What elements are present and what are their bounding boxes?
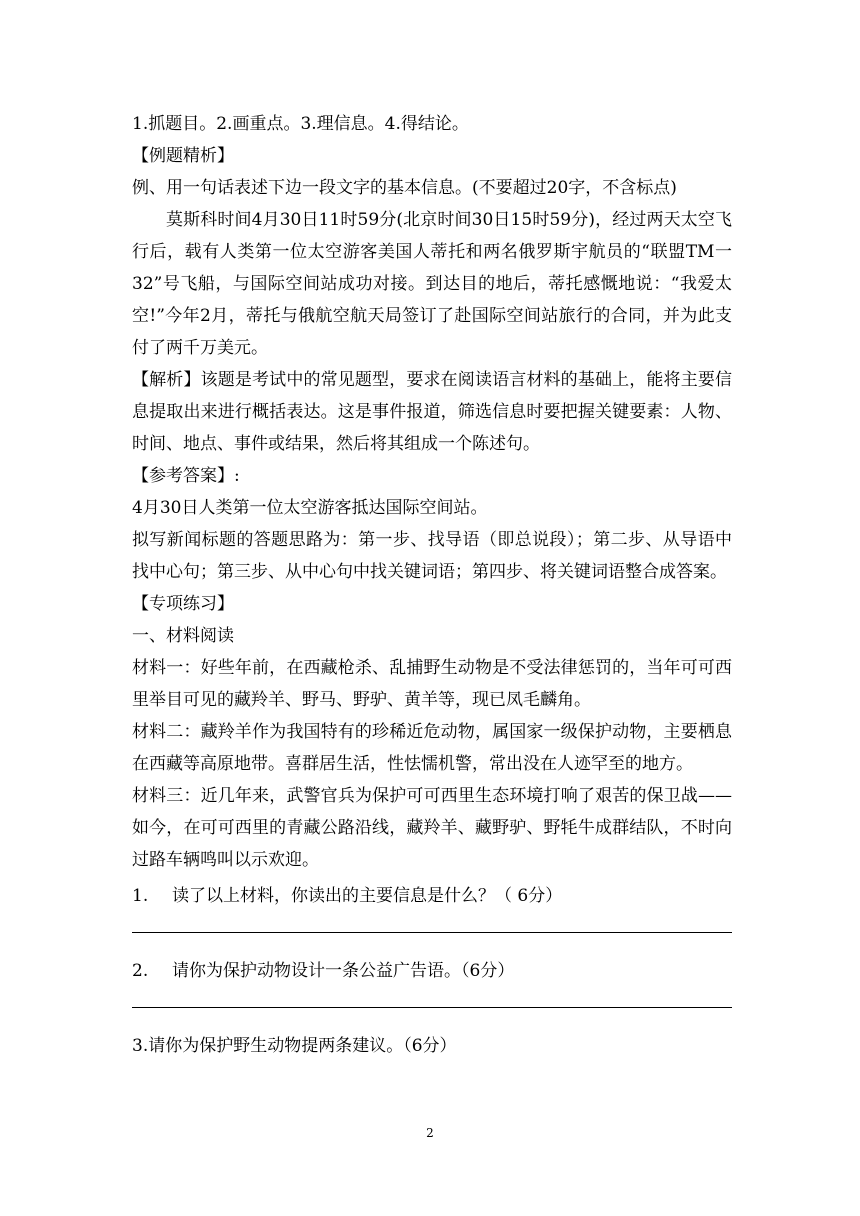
- question-2: [132, 955, 732, 987]
- analysis-paragraph: 【解析】该题是考试中的常见题型，要求在阅读语言材料的基础上，能将主要信息提取出来进行概括表达。这是事件报道，筛选信息时要把握关键要素：人物、时间、地点、事件或结果，然后将其组成一个陈述句。: [132, 370, 732, 454]
- practice-heading: 【专项练习】: [132, 594, 234, 614]
- example-question: 例、用一句话表述下边一段文字的基本信息。(不要超过20字，不含标点): [132, 178, 677, 198]
- question-number: 2.: [132, 961, 149, 981]
- question-1: [132, 880, 732, 912]
- question-text: 请你为保护动物设计一条公益广告语。（6分）: [172, 961, 515, 981]
- news-passage: 莫斯科时间4月30日11时59分(北京时间30日15时59分)，经过两天太空飞行后，载有人类第一位太空游客美国人蒂托和两名俄罗斯宇航员的“联盟TM一32”号飞船，与国际空间站成功对接。到达目的地后，蒂托感慨地说：“我爱太空!”今年2月，蒂托与俄航空航天局签订了赴国际空间站旅行的合同，并为此支付了两千万美元。: [132, 210, 732, 358]
- question-text: 读了以上材料，你读出的主要信息是什么？（ 6分）: [172, 886, 563, 906]
- steps-line: 1.抓题目。2.画重点。3.理信息。4.得结论。: [132, 114, 469, 134]
- material-one: 材料一：好些年前，在西藏枪杀、乱捕野生动物是不受法律惩罚的，当年可可西里举目可见的藏羚羊、野马、野驴、黄羊等，现已凤毛麟角。: [132, 658, 732, 710]
- question-number: 3.: [132, 1036, 149, 1056]
- question-text: 请你为保护野生动物提两条建议。（6分）: [148, 1036, 457, 1056]
- section-title: 一、材料阅读: [132, 626, 234, 646]
- material-three: 材料三：近几年来，武警官兵为保护可可西里生态环境打响了艰苦的保卫战——如今，在可可西里的青藏公路沿线，藏羚羊、藏野驴、野牦牛成群结队，不时向过路车辆鸣叫以示欢迎。: [132, 786, 732, 870]
- material-two: 材料二：藏羚羊作为我国特有的珍稀近危动物，属国家一级保护动物，主要栖息在西藏等高原地带。喜群居生活，性怯懦机警，常出没在人迹罕至的地方。: [132, 722, 732, 774]
- answer-heading: 【参考答案】:: [132, 466, 240, 486]
- answer-line[interactable]: [132, 932, 732, 933]
- page-content: [132, 108, 732, 1062]
- question-number: 1.: [132, 886, 149, 906]
- reference-answer: 4月30日人类第一位太空游客抵达国际空间站。: [132, 498, 488, 518]
- answer-line[interactable]: [132, 1007, 732, 1008]
- question-3: [132, 1030, 732, 1062]
- example-heading: 【例题精析】: [132, 146, 234, 166]
- page-number: 2: [426, 1126, 434, 1140]
- method-paragraph: 拟写新闻标题的答题思路为：第一步、找导语（即总说段）；第二步、从导语中找中心句；第三步、从中心句中找关键词语；第四步、将关键词语整合成答案。: [132, 530, 732, 582]
